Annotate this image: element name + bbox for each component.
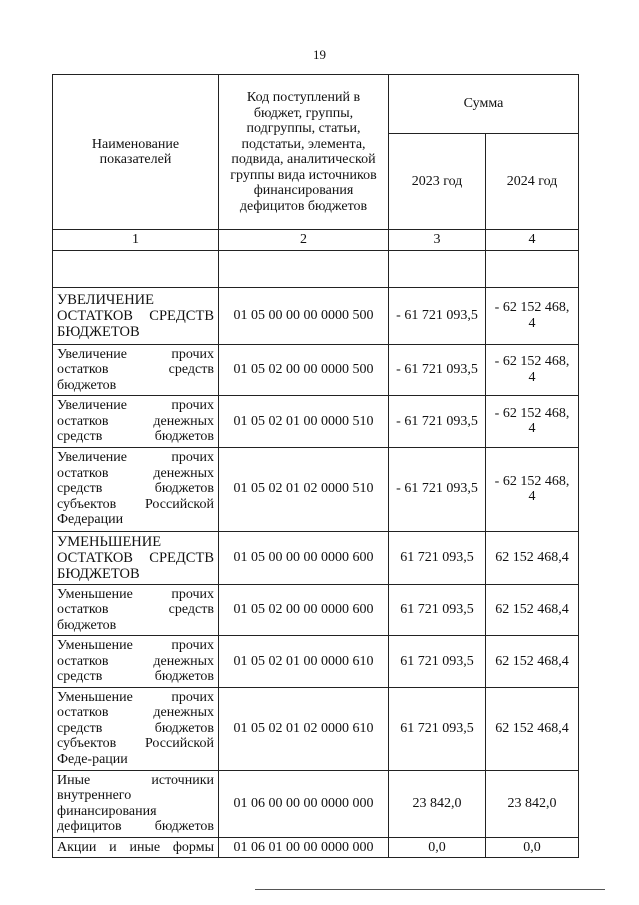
header-sum: Сумма bbox=[389, 75, 579, 134]
page-number: 19 bbox=[313, 47, 326, 62]
table-row bbox=[53, 447, 579, 531]
row-value-2023: 61 721 093,5 bbox=[389, 687, 486, 770]
row-value-2023: 61 721 093,5 bbox=[389, 584, 486, 636]
empty-cell bbox=[219, 250, 389, 287]
column-number: 2 bbox=[219, 230, 389, 251]
empty-cell bbox=[389, 250, 486, 287]
table-row bbox=[53, 687, 579, 770]
row-value-2024: 62 152 468,4 bbox=[486, 636, 579, 688]
row-name: Акции и иные формы bbox=[53, 837, 219, 858]
row-name: Увеличение прочих остатков денежных средств бюджетов субъектов Российской Федерации bbox=[53, 447, 219, 531]
row-name: Увеличение прочих остатков средств бюджетов bbox=[53, 344, 219, 396]
row-name: УВЕЛИЧЕНИЕ ОСТАТКОВ СРЕДСТВ БЮДЖЕТОВ bbox=[53, 287, 219, 344]
empty-cell bbox=[53, 250, 219, 287]
header-name: Наименование показателей bbox=[53, 75, 219, 230]
table-row bbox=[53, 636, 579, 688]
row-value-2023: 61 721 093,5 bbox=[389, 531, 486, 584]
table-row bbox=[53, 837, 579, 858]
empty-cell bbox=[486, 250, 579, 287]
header-year-2024: 2024 год bbox=[486, 134, 579, 230]
column-number: 3 bbox=[389, 230, 486, 251]
table-row bbox=[53, 344, 579, 396]
row-code: 01 05 02 01 00 0000 610 bbox=[219, 636, 389, 688]
row-name: Увеличение прочих остатков денежных средств бюджетов bbox=[53, 396, 219, 448]
table-row bbox=[53, 770, 579, 837]
row-value-2024: - 62 152 468, 4 bbox=[486, 344, 579, 396]
column-numbers-row bbox=[53, 230, 579, 251]
row-code: 01 06 01 00 00 0000 000 bbox=[219, 837, 389, 858]
row-value-2023: 61 721 093,5 bbox=[389, 636, 486, 688]
row-code: 01 05 00 00 00 0000 500 bbox=[219, 287, 389, 344]
column-number: 4 bbox=[486, 230, 579, 251]
row-code: 01 05 02 00 00 0000 500 bbox=[219, 344, 389, 396]
row-value-2023: - 61 721 093,5 bbox=[389, 447, 486, 531]
row-value-2023: - 61 721 093,5 bbox=[389, 396, 486, 448]
header-code: Код поступлений в бюджет, группы, подгруппы, статьи, подстатьи, элемента, подвида, аналитической группы вида источников финансирования дефицитов бюджетов bbox=[219, 75, 389, 230]
column-number: 1 bbox=[53, 230, 219, 251]
row-code: 01 06 00 00 00 0000 000 bbox=[219, 770, 389, 837]
row-value-2023: - 61 721 093,5 bbox=[389, 344, 486, 396]
row-value-2024: 62 152 468,4 bbox=[486, 687, 579, 770]
row-code: 01 05 02 01 00 0000 510 bbox=[219, 396, 389, 448]
row-value-2024: - 62 152 468, 4 bbox=[486, 287, 579, 344]
row-value-2023: - 61 721 093,5 bbox=[389, 287, 486, 344]
scan-edge-line bbox=[255, 889, 605, 890]
row-code: 01 05 02 01 02 0000 610 bbox=[219, 687, 389, 770]
sources-financing-table bbox=[52, 74, 579, 858]
row-value-2023: 23 842,0 bbox=[389, 770, 486, 837]
row-value-2024: - 62 152 468, 4 bbox=[486, 396, 579, 448]
table-row bbox=[53, 584, 579, 636]
row-name: УМЕНЬШЕНИЕ ОСТАТКОВ СРЕДСТВ БЮДЖЕТОВ bbox=[53, 531, 219, 584]
row-name: Уменьшение прочих остатков средств бюджетов bbox=[53, 584, 219, 636]
row-value-2023: 0,0 bbox=[389, 837, 486, 858]
table-row bbox=[53, 531, 579, 584]
row-name: Уменьшение прочих остатков денежных средств бюджетов bbox=[53, 636, 219, 688]
table-row bbox=[53, 287, 579, 344]
row-name: Уменьшение прочих остатков денежных средств бюджетов субъектов Российской Феде-рации bbox=[53, 687, 219, 770]
row-value-2024: - 62 152 468, 4 bbox=[486, 447, 579, 531]
header-row-top bbox=[53, 75, 579, 134]
row-value-2024: 62 152 468,4 bbox=[486, 531, 579, 584]
row-code: 01 05 00 00 00 0000 600 bbox=[219, 531, 389, 584]
empty-row bbox=[53, 250, 579, 287]
header-year-2023: 2023 год bbox=[389, 134, 486, 230]
row-code: 01 05 02 01 02 0000 510 bbox=[219, 447, 389, 531]
row-value-2024: 62 152 468,4 bbox=[486, 584, 579, 636]
row-code: 01 05 02 00 00 0000 600 bbox=[219, 584, 389, 636]
row-value-2024: 0,0 bbox=[486, 837, 579, 858]
row-value-2024: 23 842,0 bbox=[486, 770, 579, 837]
table-row bbox=[53, 396, 579, 448]
row-name: Иные источники внутреннего финансирования дефицитов бюджетов bbox=[53, 770, 219, 837]
